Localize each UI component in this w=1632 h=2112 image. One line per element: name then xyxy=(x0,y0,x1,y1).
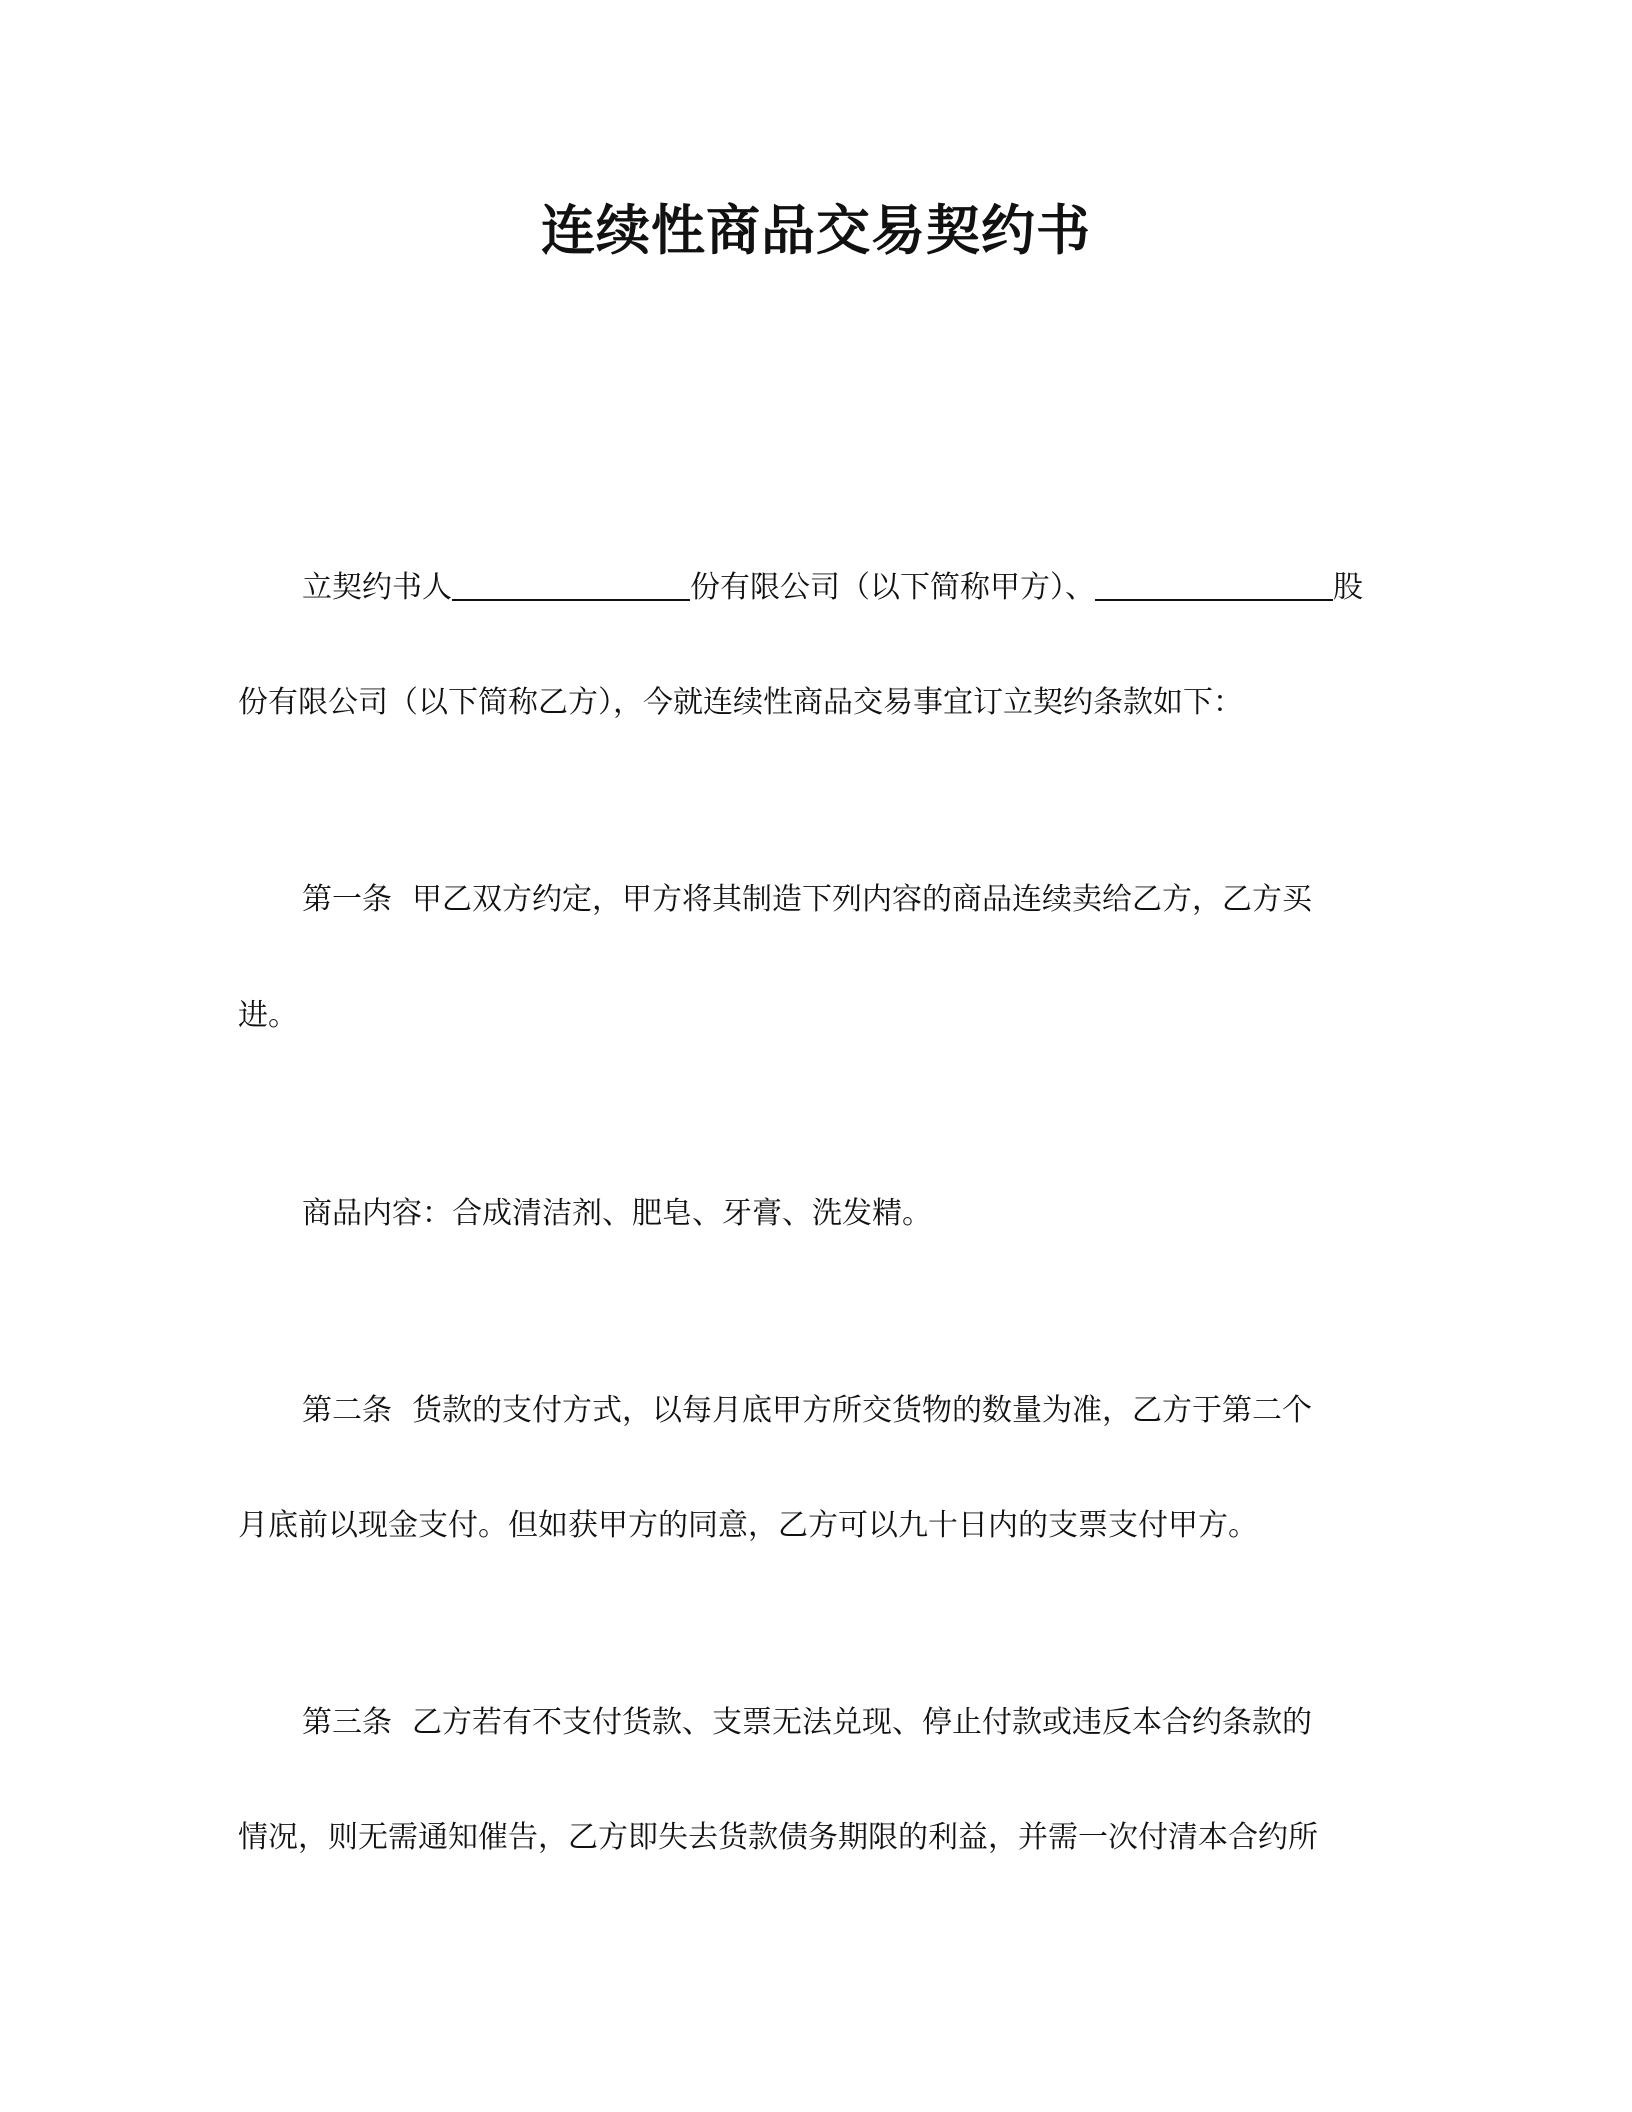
party-b-prefix: 股 xyxy=(1333,570,1363,605)
contractor-label: 立契约书人 xyxy=(302,570,452,605)
article1-line2: 进。 xyxy=(238,998,298,1033)
article1-line1 xyxy=(302,880,1312,920)
article2-text1: 货款的支付方式，以每月底甲方所交货物的数量为准，乙方于第二个 xyxy=(412,1393,1312,1428)
article1-text1: 甲乙双方约定，甲方将其制造下列内容的商品连续卖给乙方，乙方买 xyxy=(412,882,1312,917)
document-title: 连续性商品交易契约书 xyxy=(541,199,1091,262)
para1-line2: 份有限公司（以下简称乙方），今就连续性商品交易事宜订立契约条款如下： xyxy=(238,685,1243,720)
article3-line1 xyxy=(302,1703,1312,1743)
article3-text1: 乙方若有不支付货款、支票无法兑现、停止付款或违反本合约条款的 xyxy=(412,1705,1312,1740)
party-a-suffix: 份有限公司（以下简称甲方）、 xyxy=(690,570,1095,605)
para1-line1 xyxy=(302,568,1363,608)
article2-line2: 月底前以现金支付。但如获甲方的同意，乙方可以九十日内的支票支付甲方。 xyxy=(238,1508,1258,1543)
article3-label: 第三条 xyxy=(302,1705,392,1740)
article3-line2: 情况，则无需通知催告，乙方即失去货款债务期限的利益，并需一次付清本合约所 xyxy=(238,1820,1318,1855)
party-b-name-blank[interactable] xyxy=(1095,569,1333,601)
article2-label: 第二条 xyxy=(302,1393,392,1428)
article2-line1 xyxy=(302,1391,1312,1431)
party-a-name-blank[interactable] xyxy=(452,569,690,601)
article1-label: 第一条 xyxy=(302,882,392,917)
goods-content-line: 商品内容：合成清洁剂、肥皂、牙膏、洗发精。 xyxy=(302,1196,932,1231)
